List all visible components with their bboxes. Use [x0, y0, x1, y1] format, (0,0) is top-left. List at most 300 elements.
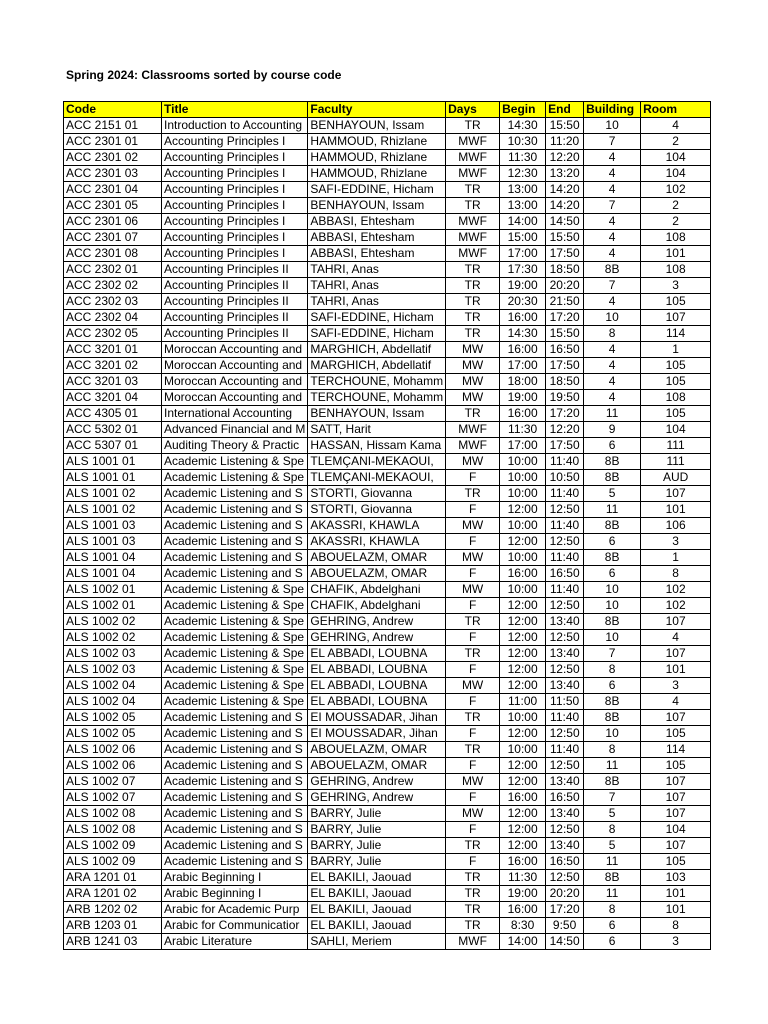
cell-title: Accounting Principles II [162, 310, 308, 326]
cell-begin: 17:00 [500, 438, 546, 454]
table-row [64, 854, 711, 870]
cell-days: F [446, 854, 500, 870]
cell-begin: 19:00 [500, 886, 546, 902]
cell-faculty: GEHRING, Andrew [308, 614, 446, 630]
cell-days: F [446, 566, 500, 582]
cell-code: ACC 2301 02 [64, 150, 162, 166]
cell-days: TR [446, 262, 500, 278]
table-row [64, 742, 711, 758]
cell-days: MW [446, 358, 500, 374]
cell-building: 8 [584, 742, 641, 758]
cell-begin: 12:00 [500, 662, 546, 678]
cell-end: 16:50 [546, 342, 584, 358]
cell-end: 14:20 [546, 198, 584, 214]
cell-begin: 12:00 [500, 614, 546, 630]
table-row [64, 422, 711, 438]
table-row [64, 374, 711, 390]
cell-room: 101 [641, 886, 711, 902]
cell-room: 3 [641, 678, 711, 694]
cell-begin: 14:00 [500, 214, 546, 230]
cell-faculty: TERCHOUNE, Mohamm [308, 374, 446, 390]
cell-end: 15:50 [546, 230, 584, 246]
cell-title: Arabic Beginning I [162, 870, 308, 886]
cell-faculty: GEHRING, Andrew [308, 774, 446, 790]
cell-faculty: TLEMÇANI-MEKAOUI, [308, 454, 446, 470]
cell-faculty: TLEMÇANI-MEKAOUI, [308, 470, 446, 486]
cell-title: Moroccan Accounting and [162, 390, 308, 406]
cell-room: 101 [641, 902, 711, 918]
cell-begin: 19:00 [500, 390, 546, 406]
table-row [64, 278, 711, 294]
cell-faculty: EI MOUSSADAR, Jihan [308, 726, 446, 742]
cell-title: Academic Listening & Spe [162, 470, 308, 486]
cell-days: MWF [446, 166, 500, 182]
page-title: Spring 2024: Classrooms sorted by course code [66, 68, 342, 82]
cell-faculty: EL BAKILI, Jaouad [308, 870, 446, 886]
cell-faculty: EL BAKILI, Jaouad [308, 918, 446, 934]
cell-days: F [446, 822, 500, 838]
cell-days: TR [446, 614, 500, 630]
cell-room: 114 [641, 742, 711, 758]
cell-begin: 12:00 [500, 502, 546, 518]
cell-code: ARB 1203 01 [64, 918, 162, 934]
cell-room: 2 [641, 214, 711, 230]
cell-faculty: BENHAYOUN, Issam [308, 118, 446, 134]
cell-days: MWF [446, 134, 500, 150]
cell-end: 12:50 [546, 598, 584, 614]
cell-days: TR [446, 406, 500, 422]
cell-begin: 12:00 [500, 806, 546, 822]
cell-title: Academic Listening and S [162, 726, 308, 742]
cell-title: Academic Listening and S [162, 838, 308, 854]
cell-code: ALS 1002 05 [64, 710, 162, 726]
cell-begin: 16:00 [500, 790, 546, 806]
table-row [64, 582, 711, 598]
cell-building: 4 [584, 342, 641, 358]
cell-code: ALS 1002 03 [64, 646, 162, 662]
cell-days: MWF [446, 934, 500, 950]
cell-code: ALS 1002 07 [64, 774, 162, 790]
cell-days: TR [446, 118, 500, 134]
cell-days: MW [446, 518, 500, 534]
cell-end: 12:20 [546, 150, 584, 166]
cell-end: 15:50 [546, 118, 584, 134]
cell-end: 12:20 [546, 422, 584, 438]
cell-room: 1 [641, 550, 711, 566]
table-row [64, 758, 711, 774]
table-row [64, 150, 711, 166]
cell-building: 7 [584, 646, 641, 662]
cell-title: Accounting Principles I [162, 246, 308, 262]
cell-code: ARA 1201 01 [64, 870, 162, 886]
cell-faculty: AKASSRI, KHAWLA [308, 534, 446, 550]
cell-begin: 12:00 [500, 838, 546, 854]
cell-end: 11:40 [546, 742, 584, 758]
cell-days: F [446, 694, 500, 710]
cell-building: 4 [584, 150, 641, 166]
cell-room: 107 [641, 806, 711, 822]
cell-room: 2 [641, 198, 711, 214]
cell-title: Moroccan Accounting and [162, 374, 308, 390]
cell-days: MW [446, 550, 500, 566]
cell-end: 12:50 [546, 726, 584, 742]
cell-code: ACC 2301 01 [64, 134, 162, 150]
cell-room: 108 [641, 262, 711, 278]
cell-room: 3 [641, 278, 711, 294]
cell-begin: 20:30 [500, 294, 546, 310]
cell-code: ACC 2301 08 [64, 246, 162, 262]
cell-title: Academic Listening and S [162, 790, 308, 806]
cell-room: 107 [641, 614, 711, 630]
cell-end: 13:40 [546, 838, 584, 854]
cell-code: ARB 1241 03 [64, 934, 162, 950]
cell-begin: 19:00 [500, 278, 546, 294]
cell-building: 4 [584, 374, 641, 390]
cell-faculty: EL ABBADI, LOUBNA [308, 678, 446, 694]
cell-room: 3 [641, 534, 711, 550]
cell-title: Accounting Principles I [162, 214, 308, 230]
cell-begin: 16:00 [500, 406, 546, 422]
cell-code: ALS 1002 07 [64, 790, 162, 806]
cell-faculty: AKASSRI, KHAWLA [308, 518, 446, 534]
cell-code: ALS 1002 02 [64, 614, 162, 630]
table-row [64, 246, 711, 262]
cell-days: F [446, 790, 500, 806]
cell-building: 8B [584, 694, 641, 710]
table-row [64, 262, 711, 278]
table-row [64, 790, 711, 806]
cell-code: ALS 1001 01 [64, 470, 162, 486]
cell-room: 1 [641, 342, 711, 358]
cell-building: 6 [584, 566, 641, 582]
cell-code: ALS 1002 06 [64, 758, 162, 774]
cell-title: Academic Listening & Spe [162, 662, 308, 678]
cell-code: ACC 2301 06 [64, 214, 162, 230]
cell-days: TR [446, 198, 500, 214]
cell-faculty: GEHRING, Andrew [308, 630, 446, 646]
cell-title: Arabic Beginning I [162, 886, 308, 902]
cell-code: ALS 1002 09 [64, 838, 162, 854]
cell-code: ALS 1002 08 [64, 822, 162, 838]
cell-code: ALS 1002 08 [64, 806, 162, 822]
cell-building: 4 [584, 390, 641, 406]
cell-end: 11:40 [546, 710, 584, 726]
cell-building: 10 [584, 310, 641, 326]
cell-title: Arabic for Communicatior [162, 918, 308, 934]
cell-faculty: ABBASI, Ehtesham [308, 246, 446, 262]
cell-building: 8B [584, 454, 641, 470]
cell-building: 10 [584, 582, 641, 598]
cell-days: MWF [446, 438, 500, 454]
cell-end: 14:50 [546, 214, 584, 230]
cell-begin: 15:00 [500, 230, 546, 246]
cell-faculty: ABBASI, Ehtesham [308, 214, 446, 230]
cell-end: 14:20 [546, 182, 584, 198]
classroom-table [63, 101, 711, 950]
table-row [64, 710, 711, 726]
cell-building: 8B [584, 470, 641, 486]
table-row [64, 294, 711, 310]
cell-end: 13:40 [546, 614, 584, 630]
cell-title: Academic Listening and S [162, 486, 308, 502]
cell-code: ACC 2151 01 [64, 118, 162, 134]
cell-building: 4 [584, 214, 641, 230]
cell-title: Academic Listening and S [162, 518, 308, 534]
cell-faculty: TAHRI, Anas [308, 294, 446, 310]
cell-begin: 12:00 [500, 822, 546, 838]
cell-building: 10 [584, 118, 641, 134]
cell-end: 18:50 [546, 262, 584, 278]
cell-title: Accounting Principles I [162, 134, 308, 150]
cell-days: F [446, 758, 500, 774]
cell-end: 13:40 [546, 678, 584, 694]
cell-faculty: TAHRI, Anas [308, 278, 446, 294]
table-row [64, 438, 711, 454]
cell-title: Introduction to Accounting [162, 118, 308, 134]
cell-days: TR [446, 182, 500, 198]
cell-title: Accounting Principles I [162, 198, 308, 214]
table-row [64, 310, 711, 326]
cell-room: 107 [641, 838, 711, 854]
cell-begin: 12:00 [500, 646, 546, 662]
cell-title: International Accounting [162, 406, 308, 422]
cell-begin: 12:00 [500, 630, 546, 646]
cell-building: 4 [584, 246, 641, 262]
cell-building: 11 [584, 758, 641, 774]
cell-building: 10 [584, 598, 641, 614]
cell-building: 11 [584, 854, 641, 870]
table-row [64, 454, 711, 470]
cell-begin: 13:00 [500, 198, 546, 214]
cell-begin: 16:00 [500, 566, 546, 582]
cell-title: Academic Listening and S [162, 502, 308, 518]
cell-begin: 10:30 [500, 134, 546, 150]
cell-building: 4 [584, 294, 641, 310]
cell-room: 111 [641, 438, 711, 454]
cell-title: Arabic for Academic Purp [162, 902, 308, 918]
cell-days: F [446, 662, 500, 678]
cell-faculty: SAHLI, Meriem [308, 934, 446, 950]
cell-code: ALS 1002 01 [64, 598, 162, 614]
cell-room: 2 [641, 134, 711, 150]
cell-room: 107 [641, 790, 711, 806]
table-row [64, 118, 711, 134]
cell-faculty: SAFI-EDDINE, Hicham [308, 326, 446, 342]
cell-faculty: MARGHICH, Abdellatif [308, 342, 446, 358]
cell-code: ACC 3201 03 [64, 374, 162, 390]
cell-faculty: ABOUELAZM, OMAR [308, 742, 446, 758]
table-row [64, 406, 711, 422]
cell-end: 12:50 [546, 662, 584, 678]
cell-building: 6 [584, 934, 641, 950]
cell-building: 11 [584, 502, 641, 518]
cell-building: 7 [584, 278, 641, 294]
header-building: Building [584, 102, 641, 118]
cell-begin: 10:00 [500, 582, 546, 598]
cell-days: TR [446, 486, 500, 502]
cell-room: 111 [641, 454, 711, 470]
cell-faculty: CHAFIK, Abdelghani [308, 582, 446, 598]
cell-begin: 11:30 [500, 870, 546, 886]
cell-code: ACC 3201 01 [64, 342, 162, 358]
cell-days: TR [446, 710, 500, 726]
cell-title: Academic Listening and S [162, 774, 308, 790]
table-body [64, 118, 711, 950]
table-row [64, 870, 711, 886]
cell-faculty: SAFI-EDDINE, Hicham [308, 310, 446, 326]
cell-days: MW [446, 806, 500, 822]
cell-code: ALS 1001 01 [64, 454, 162, 470]
cell-days: TR [446, 870, 500, 886]
cell-begin: 8:30 [500, 918, 546, 934]
cell-faculty: ABOUELAZM, OMAR [308, 758, 446, 774]
table-row [64, 534, 711, 550]
cell-end: 17:20 [546, 902, 584, 918]
cell-end: 13:40 [546, 646, 584, 662]
cell-title: Academic Listening & Spe [162, 694, 308, 710]
cell-days: TR [446, 326, 500, 342]
cell-room: 105 [641, 854, 711, 870]
cell-building: 5 [584, 838, 641, 854]
cell-building: 6 [584, 918, 641, 934]
cell-begin: 11:30 [500, 422, 546, 438]
cell-begin: 12:00 [500, 534, 546, 550]
cell-begin: 12:00 [500, 678, 546, 694]
cell-days: F [446, 630, 500, 646]
cell-end: 17:50 [546, 246, 584, 262]
cell-days: MWF [446, 246, 500, 262]
table-row [64, 230, 711, 246]
cell-code: ALS 1001 03 [64, 534, 162, 550]
cell-room: 107 [641, 486, 711, 502]
cell-end: 17:20 [546, 310, 584, 326]
cell-building: 10 [584, 630, 641, 646]
cell-building: 4 [584, 166, 641, 182]
cell-end: 13:20 [546, 166, 584, 182]
cell-code: ALS 1001 02 [64, 502, 162, 518]
cell-title: Academic Listening and S [162, 550, 308, 566]
cell-code: ACC 2302 03 [64, 294, 162, 310]
cell-end: 10:50 [546, 470, 584, 486]
cell-title: Academic Listening & Spe [162, 630, 308, 646]
cell-end: 12:50 [546, 758, 584, 774]
cell-days: MWF [446, 422, 500, 438]
cell-building: 7 [584, 134, 641, 150]
cell-end: 11:20 [546, 134, 584, 150]
cell-room: 104 [641, 422, 711, 438]
cell-code: ACC 3201 02 [64, 358, 162, 374]
cell-begin: 10:00 [500, 710, 546, 726]
cell-end: 12:50 [546, 822, 584, 838]
cell-title: Academic Listening and S [162, 822, 308, 838]
cell-faculty: BARRY, Julie [308, 838, 446, 854]
cell-title: Accounting Principles II [162, 326, 308, 342]
cell-begin: 13:00 [500, 182, 546, 198]
cell-title: Accounting Principles I [162, 150, 308, 166]
cell-title: Academic Listening and S [162, 758, 308, 774]
cell-end: 19:50 [546, 390, 584, 406]
cell-code: ALS 1002 06 [64, 742, 162, 758]
cell-title: Accounting Principles II [162, 294, 308, 310]
table-row [64, 646, 711, 662]
cell-code: ALS 1002 03 [64, 662, 162, 678]
table-row [64, 822, 711, 838]
cell-begin: 10:00 [500, 486, 546, 502]
cell-room: 106 [641, 518, 711, 534]
cell-code: ACC 2302 02 [64, 278, 162, 294]
header-end: End [546, 102, 584, 118]
table-row [64, 486, 711, 502]
cell-code: ACC 2302 04 [64, 310, 162, 326]
cell-faculty: EL BAKILI, Jaouad [308, 902, 446, 918]
cell-room: 104 [641, 166, 711, 182]
cell-code: ACC 3201 04 [64, 390, 162, 406]
cell-faculty: ABOUELAZM, OMAR [308, 550, 446, 566]
cell-days: TR [446, 278, 500, 294]
cell-days: MW [446, 390, 500, 406]
cell-end: 11:50 [546, 694, 584, 710]
cell-title: Academic Listening and S [162, 710, 308, 726]
cell-building: 9 [584, 422, 641, 438]
table-row [64, 726, 711, 742]
cell-title: Academic Listening and S [162, 806, 308, 822]
cell-end: 20:20 [546, 886, 584, 902]
cell-title: Academic Listening and S [162, 566, 308, 582]
cell-end: 12:50 [546, 630, 584, 646]
cell-days: MW [446, 342, 500, 358]
cell-title: Accounting Principles I [162, 182, 308, 198]
table-row [64, 902, 711, 918]
cell-room: 102 [641, 582, 711, 598]
table-row [64, 678, 711, 694]
cell-code: ACC 2301 07 [64, 230, 162, 246]
cell-title: Auditing Theory & Practic [162, 438, 308, 454]
cell-code: ACC 2302 01 [64, 262, 162, 278]
cell-title: Academic Listening and S [162, 534, 308, 550]
cell-code: ALS 1002 05 [64, 726, 162, 742]
cell-begin: 10:00 [500, 742, 546, 758]
header-days: Days [446, 102, 500, 118]
cell-begin: 12:00 [500, 758, 546, 774]
table-row [64, 326, 711, 342]
cell-begin: 14:30 [500, 326, 546, 342]
cell-room: 102 [641, 182, 711, 198]
cell-begin: 18:00 [500, 374, 546, 390]
cell-title: Advanced Financial and M [162, 422, 308, 438]
cell-title: Moroccan Accounting and [162, 358, 308, 374]
cell-room: 105 [641, 294, 711, 310]
cell-days: TR [446, 838, 500, 854]
cell-faculty: STORTI, Giovanna [308, 502, 446, 518]
cell-building: 8B [584, 774, 641, 790]
cell-code: ALS 1001 04 [64, 566, 162, 582]
cell-room: 107 [641, 646, 711, 662]
cell-room: 107 [641, 774, 711, 790]
cell-building: 8 [584, 902, 641, 918]
cell-code: ALS 1001 03 [64, 518, 162, 534]
cell-begin: 14:00 [500, 934, 546, 950]
cell-building: 6 [584, 534, 641, 550]
cell-faculty: BENHAYOUN, Issam [308, 198, 446, 214]
cell-building: 6 [584, 438, 641, 454]
cell-room: 3 [641, 934, 711, 950]
header-room: Room [641, 102, 711, 118]
cell-end: 11:40 [546, 454, 584, 470]
cell-code: ACC 2301 05 [64, 198, 162, 214]
cell-faculty: MARGHICH, Abdellatif [308, 358, 446, 374]
cell-building: 8B [584, 710, 641, 726]
cell-faculty: HASSAN, Hissam Kama [308, 438, 446, 454]
